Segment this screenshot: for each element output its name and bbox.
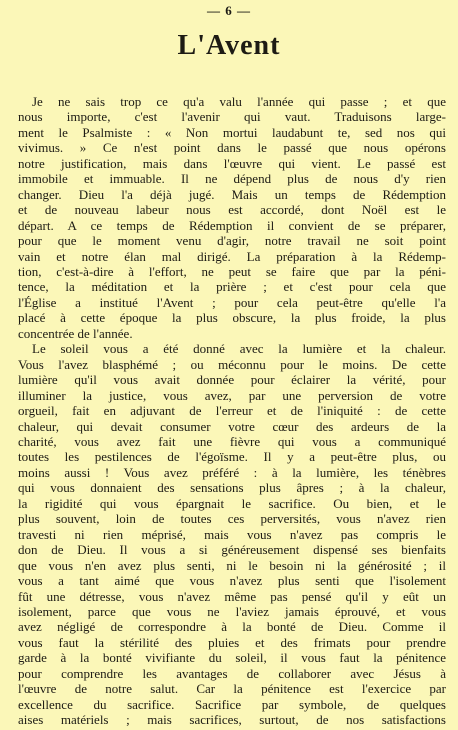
- text-line: orgueil, fait en adjuvant de l'erreur et de l'iniquité : de cette: [18, 403, 446, 419]
- text-line: notre justification, mais dans l'œuvre qui vient. Le passé est: [18, 155, 446, 171]
- text-line: charité, vous avez fait une fièvre qui vous a communiqué: [18, 433, 446, 449]
- article-title: L'Avent: [177, 30, 281, 61]
- text-line: l'Église a institué l'Avent ; pour cela peut-être qu'elle l'a: [18, 294, 446, 310]
- text-line: vous a tant aimé que vous n'avez plus senti que l'isolement: [18, 573, 446, 589]
- text-line: fût une détresse, vous n'avez même pas pensé qu'il y eût un: [18, 588, 446, 604]
- text-line: qui vous donnaient des sensations plus âpres ; à la chaleur,: [18, 480, 446, 496]
- text-line: excellence du sacrifice. Sacrifice par symbole, de quelques: [18, 696, 446, 712]
- text-line: aises matériels ; mais sacrifices, surtout, de nos satisfactions: [18, 712, 446, 728]
- text-line: travesti ni rien méprisé, mais vous n'avez pas compris le: [18, 526, 446, 542]
- text-line: isolement, parce que vous ne l'aviez jamais éprouvé, et vous: [18, 603, 446, 619]
- text-line: toutes les pestilences de l'égoïsme. Il y a peut-être plus, ou: [18, 449, 446, 465]
- text-line: vous faut la stérilité des pluies et des frimats pour prendre: [18, 634, 446, 650]
- article-body: [18, 94, 446, 728]
- text-line: que vous n'en avez plus senti, ni le besoin ni la générosité ; il: [18, 557, 446, 573]
- text-line: immobile et immuable. Il ne dépend plus de nous d'y rien: [18, 171, 446, 187]
- text-line: la rigidité qui vous épargnait le sacrifice. Ou bien, et le: [18, 495, 446, 511]
- text-line: Je ne sais trop ce qu'a valu l'année qui passe ; et que: [32, 94, 446, 109]
- text-line: illuminer la justice, vous avez, par une perversion de votre: [18, 387, 446, 403]
- text-line: départ. A ce temps de Rédemption il convient de se préparer,: [18, 217, 446, 233]
- text-line: garde à la bonté vivifiante du soleil, il vous faut la pénitence: [18, 650, 446, 666]
- text-line: plus souvent, loin de toutes ces perversités, vous n'avez rien: [18, 511, 446, 527]
- text-line: lumière qu'il vous avait donnée pour éclairer la vérité, pour: [18, 372, 446, 388]
- text-line: avez négligé de correspondre à la bonté de Dieu. Comme il: [18, 619, 446, 635]
- text-line: vain et notre élan mal dirigé. La préparation à la Rédemp-: [18, 248, 446, 264]
- text-line: ment le Psalmiste : « Non mortui laudabunt te, sed nos qui: [18, 124, 446, 140]
- text-line: l'œuvre de notre salut. Car la pénitence est l'exercice par: [18, 681, 446, 697]
- text-line: pour comprendre les avantages de collaborer avec Jésus à: [18, 665, 446, 681]
- text-line: nous importe, c'est l'avenir qui vaut. Traduisons large-: [18, 109, 446, 125]
- text-line: vivimus. » Ce n'est point dans le passé que nous opérons: [18, 140, 446, 156]
- text-line: changer. Dieu l'a déjà jugé. Mais un temps de Rédemption: [18, 186, 446, 202]
- page-number: — 6 —: [207, 3, 251, 18]
- text-line: concentrée de l'année.: [18, 325, 133, 341]
- text-line: tence, la méditation et la prière ; et c'est pour cela que: [18, 279, 446, 295]
- text-line: placé à cette époque la plus obscure, la plus froide, la plus: [18, 310, 446, 326]
- text-line: moins aussi ! Vous avez préféré : à la lumière, les ténèbres: [18, 464, 446, 480]
- text-line: tion, c'est-à-dire à l'effort, ne peut se faire que par la péni-: [18, 263, 446, 279]
- text-line: pour que le moment venu d'agir, notre travail ne soit point: [18, 233, 446, 249]
- text-line: don de Dieu. Il vous a si généreusement dispensé ses bienfaits: [18, 542, 446, 558]
- text-line: chaleur, qui devait consumer votre cœur des ardeurs de la: [18, 418, 446, 434]
- text-line: et de nouveau labeur nous est accordé, dont Noël est le: [18, 202, 446, 218]
- text-line: Le soleil vous a été donné avec la lumière et la chaleur.: [32, 341, 446, 357]
- text-line: Vous l'avez blasphémé ; ou méconnu pour le moins. De cette: [18, 356, 446, 372]
